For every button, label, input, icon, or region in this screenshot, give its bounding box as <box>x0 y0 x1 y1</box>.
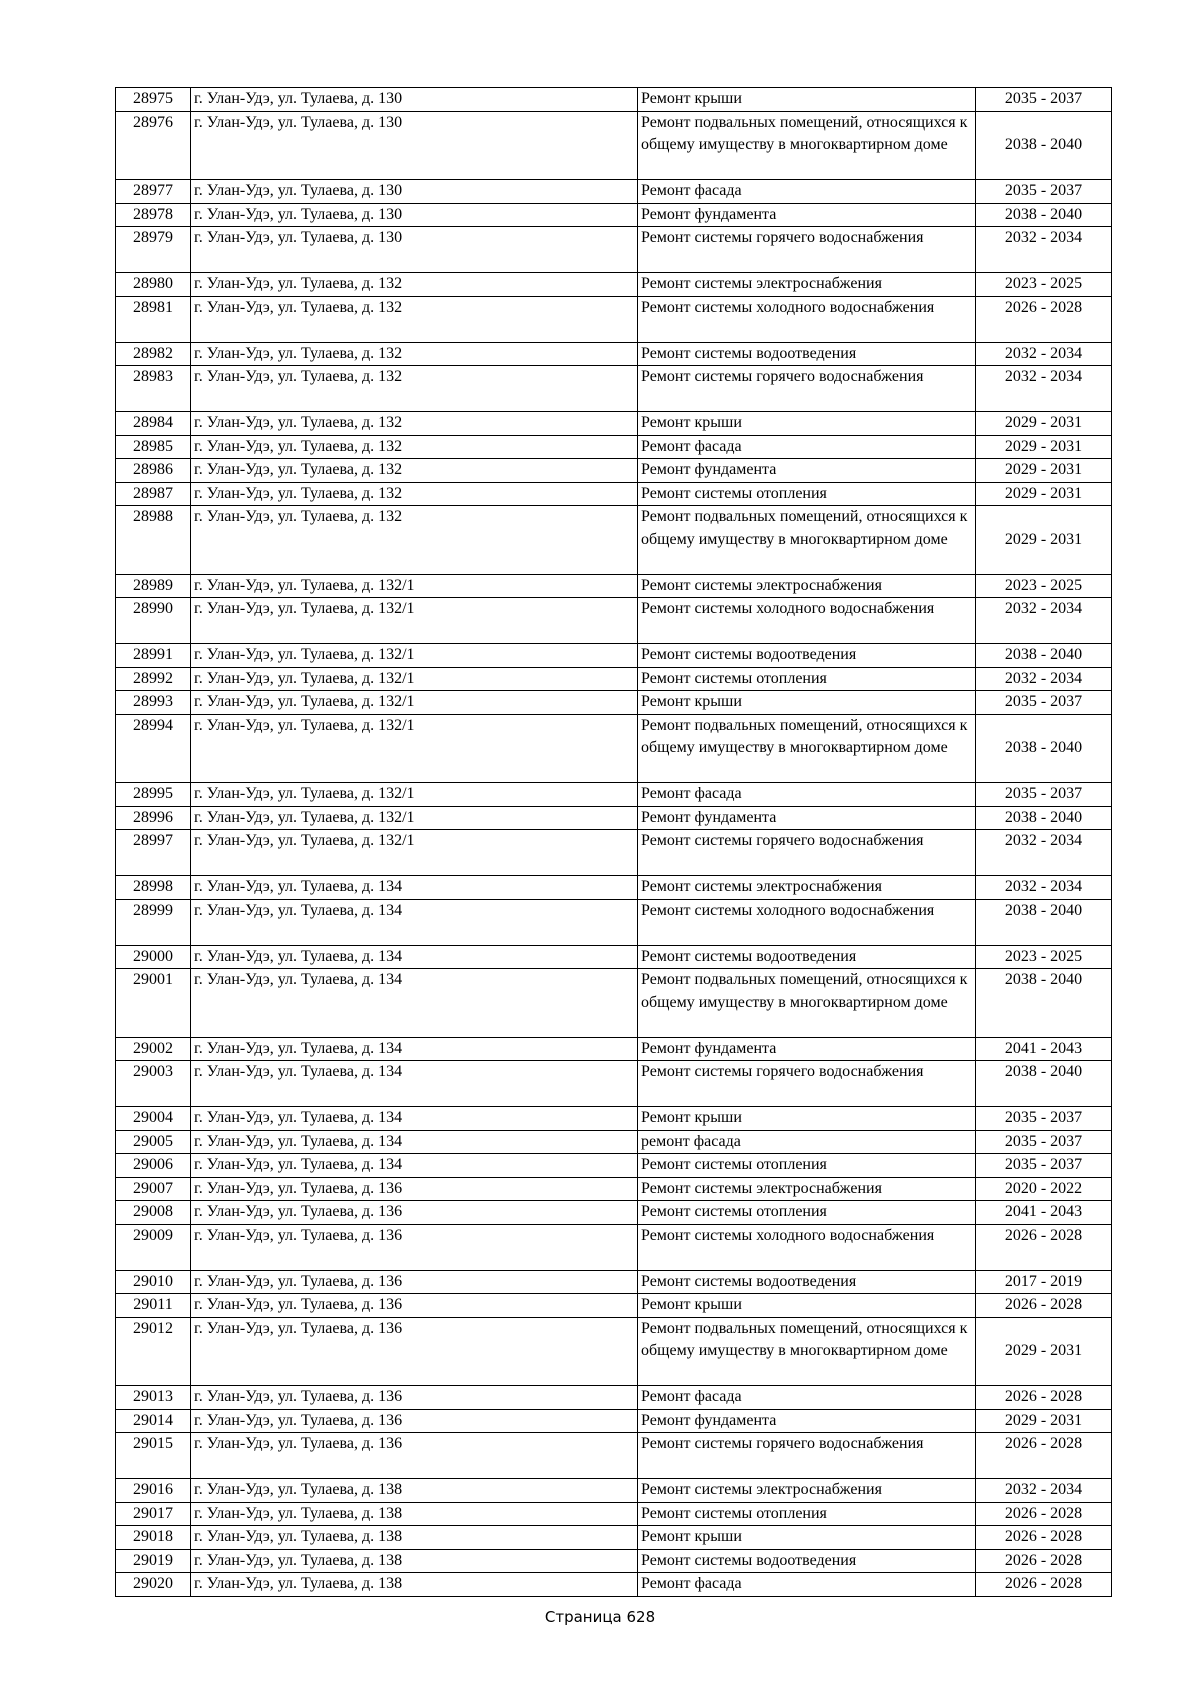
period-cell: 2026 - 2028 <box>976 1386 1112 1410</box>
table-row <box>116 1317 1112 1386</box>
table-row <box>116 342 1112 366</box>
period-cell: 2017 - 2019 <box>976 1270 1112 1294</box>
table-row <box>116 1409 1112 1433</box>
period-cell: 2029 - 2031 <box>976 482 1112 506</box>
address-cell: г. Улан-Удэ, ул. Тулаева, д. 138 <box>191 1502 638 1526</box>
table-row <box>116 899 1112 945</box>
address-cell: г. Улан-Удэ, ул. Тулаева, д. 138 <box>191 1549 638 1573</box>
period-cell: 2026 - 2028 <box>976 1224 1112 1270</box>
address-cell: г. Улан-Удэ, ул. Тулаева, д. 132 <box>191 506 638 575</box>
period-cell: 2038 - 2040 <box>976 1061 1112 1107</box>
address-cell: г. Улан-Удэ, ул. Тулаева, д. 132 <box>191 273 638 297</box>
table-row <box>116 1526 1112 1550</box>
period-cell: 2026 - 2028 <box>976 1294 1112 1318</box>
address-cell: г. Улан-Удэ, ул. Тулаева, д. 134 <box>191 899 638 945</box>
table-row <box>116 714 1112 783</box>
work-type-cell: Ремонт системы водоотведения <box>638 1270 976 1294</box>
row-number-cell: 29015 <box>116 1433 191 1479</box>
address-cell: г. Улан-Удэ, ул. Тулаева, д. 130 <box>191 111 638 180</box>
table-row <box>116 1154 1112 1178</box>
period-cell: 2026 - 2028 <box>976 1502 1112 1526</box>
row-number-cell: 28979 <box>116 227 191 273</box>
period-cell: 2038 - 2040 <box>976 111 1112 180</box>
row-number-cell: 29019 <box>116 1549 191 1573</box>
address-cell: г. Улан-Удэ, ул. Тулаева, д. 134 <box>191 1061 638 1107</box>
work-type-cell: Ремонт подвальных помещений, относящихся к общему имуществу в многоквартирном доме <box>638 1317 976 1386</box>
row-number-cell: 29020 <box>116 1573 191 1597</box>
row-number-cell: 29010 <box>116 1270 191 1294</box>
address-cell: г. Улан-Удэ, ул. Тулаева, д. 136 <box>191 1433 638 1479</box>
address-cell: г. Улан-Удэ, ул. Тулаева, д. 134 <box>191 1154 638 1178</box>
address-cell: г. Улан-Удэ, ул. Тулаева, д. 130 <box>191 88 638 112</box>
address-cell: г. Улан-Удэ, ул. Тулаева, д. 130 <box>191 227 638 273</box>
row-number-cell: 28989 <box>116 574 191 598</box>
period-cell: 2029 - 2031 <box>976 435 1112 459</box>
period-cell: 2029 - 2031 <box>976 412 1112 436</box>
period-cell: 2035 - 2037 <box>976 1154 1112 1178</box>
row-number-cell: 29013 <box>116 1386 191 1410</box>
table-row <box>116 598 1112 644</box>
row-number-cell: 28984 <box>116 412 191 436</box>
table-row <box>116 1130 1112 1154</box>
period-cell: 2038 - 2040 <box>976 203 1112 227</box>
table-row <box>116 1224 1112 1270</box>
table-row <box>116 180 1112 204</box>
work-type-cell: Ремонт системы водоотведения <box>638 342 976 366</box>
row-number-cell: 29005 <box>116 1130 191 1154</box>
address-cell: г. Улан-Удэ, ул. Тулаева, д. 132 <box>191 435 638 459</box>
table-row <box>116 296 1112 342</box>
work-type-cell: Ремонт подвальных помещений, относящихся к общему имуществу в многоквартирном доме <box>638 714 976 783</box>
work-type-cell: Ремонт подвальных помещений, относящихся к общему имуществу в многоквартирном доме <box>638 969 976 1038</box>
period-cell: 2032 - 2034 <box>976 830 1112 876</box>
address-cell: г. Улан-Удэ, ул. Тулаева, д. 132/1 <box>191 691 638 715</box>
table-row <box>116 203 1112 227</box>
period-cell: 2029 - 2031 <box>976 1317 1112 1386</box>
work-type-cell: Ремонт крыши <box>638 1107 976 1131</box>
period-cell: 2032 - 2034 <box>976 876 1112 900</box>
address-cell: г. Улан-Удэ, ул. Тулаева, д. 136 <box>191 1201 638 1225</box>
work-type-cell: Ремонт фундамента <box>638 1409 976 1433</box>
address-cell: г. Улан-Удэ, ул. Тулаева, д. 136 <box>191 1270 638 1294</box>
work-type-cell: Ремонт системы отопления <box>638 482 976 506</box>
address-cell: г. Улан-Удэ, ул. Тулаева, д. 132/1 <box>191 598 638 644</box>
address-cell: г. Улан-Удэ, ул. Тулаева, д. 138 <box>191 1479 638 1503</box>
work-type-cell: Ремонт системы электроснабжения <box>638 1479 976 1503</box>
row-number-cell: 29000 <box>116 945 191 969</box>
address-cell: г. Улан-Удэ, ул. Тулаева, д. 132 <box>191 366 638 412</box>
row-number-cell: 28977 <box>116 180 191 204</box>
address-cell: г. Улан-Удэ, ул. Тулаева, д. 134 <box>191 1130 638 1154</box>
period-cell: 2038 - 2040 <box>976 714 1112 783</box>
row-number-cell: 28987 <box>116 482 191 506</box>
address-cell: г. Улан-Удэ, ул. Тулаева, д. 132 <box>191 342 638 366</box>
table-row <box>116 1479 1112 1503</box>
address-cell: г. Улан-Удэ, ул. Тулаева, д. 134 <box>191 945 638 969</box>
work-type-cell: Ремонт системы горячего водоснабжения <box>638 1061 976 1107</box>
period-cell: 2029 - 2031 <box>976 459 1112 483</box>
row-number-cell: 29011 <box>116 1294 191 1318</box>
period-cell: 2023 - 2025 <box>976 574 1112 598</box>
period-cell: 2032 - 2034 <box>976 667 1112 691</box>
period-cell: 2041 - 2043 <box>976 1037 1112 1061</box>
address-cell: г. Улан-Удэ, ул. Тулаева, д. 132/1 <box>191 783 638 807</box>
work-type-cell: Ремонт фундамента <box>638 806 976 830</box>
table-row <box>116 1433 1112 1479</box>
repair-schedule-table-container <box>115 87 1111 1597</box>
period-cell: 2035 - 2037 <box>976 691 1112 715</box>
work-type-cell: Ремонт системы электроснабжения <box>638 876 976 900</box>
period-cell: 2032 - 2034 <box>976 342 1112 366</box>
table-row <box>116 273 1112 297</box>
period-cell: 2026 - 2028 <box>976 1433 1112 1479</box>
repair-schedule-table <box>115 87 1112 1597</box>
period-cell: 2026 - 2028 <box>976 1526 1112 1550</box>
table-row <box>116 366 1112 412</box>
table-row <box>116 644 1112 668</box>
row-number-cell: 28983 <box>116 366 191 412</box>
period-cell: 2023 - 2025 <box>976 273 1112 297</box>
table-row <box>116 876 1112 900</box>
row-number-cell: 28998 <box>116 876 191 900</box>
table-row <box>116 1061 1112 1107</box>
table-row <box>116 1037 1112 1061</box>
row-number-cell: 29004 <box>116 1107 191 1131</box>
period-cell: 2023 - 2025 <box>976 945 1112 969</box>
row-number-cell: 28994 <box>116 714 191 783</box>
table-row <box>116 1502 1112 1526</box>
row-number-cell: 29012 <box>116 1317 191 1386</box>
table-row <box>116 111 1112 180</box>
work-type-cell: Ремонт крыши <box>638 1294 976 1318</box>
address-cell: г. Улан-Удэ, ул. Тулаева, д. 136 <box>191 1177 638 1201</box>
table-row <box>116 482 1112 506</box>
table-row <box>116 969 1112 1038</box>
row-number-cell: 28997 <box>116 830 191 876</box>
address-cell: г. Улан-Удэ, ул. Тулаева, д. 132 <box>191 296 638 342</box>
table-row <box>116 1549 1112 1573</box>
address-cell: г. Улан-Удэ, ул. Тулаева, д. 136 <box>191 1409 638 1433</box>
row-number-cell: 28982 <box>116 342 191 366</box>
row-number-cell: 28981 <box>116 296 191 342</box>
work-type-cell: Ремонт фундамента <box>638 459 976 483</box>
table-row <box>116 1177 1112 1201</box>
work-type-cell: Ремонт системы холодного водоснабжения <box>638 296 976 342</box>
row-number-cell: 28980 <box>116 273 191 297</box>
address-cell: г. Улан-Удэ, ул. Тулаева, д. 134 <box>191 1037 638 1061</box>
table-row <box>116 667 1112 691</box>
work-type-cell: Ремонт крыши <box>638 691 976 715</box>
address-cell: г. Улан-Удэ, ул. Тулаева, д. 138 <box>191 1526 638 1550</box>
work-type-cell: Ремонт системы отопления <box>638 1154 976 1178</box>
row-number-cell: 28976 <box>116 111 191 180</box>
work-type-cell: Ремонт системы горячего водоснабжения <box>638 227 976 273</box>
table-row <box>116 506 1112 575</box>
work-type-cell: Ремонт системы горячего водоснабжения <box>638 1433 976 1479</box>
row-number-cell: 29017 <box>116 1502 191 1526</box>
table-row <box>116 459 1112 483</box>
work-type-cell: Ремонт системы водоотведения <box>638 945 976 969</box>
row-number-cell: 29001 <box>116 969 191 1038</box>
work-type-cell: Ремонт системы электроснабжения <box>638 273 976 297</box>
work-type-cell: Ремонт системы отопления <box>638 667 976 691</box>
table-body <box>116 88 1112 1597</box>
address-cell: г. Улан-Удэ, ул. Тулаева, д. 136 <box>191 1386 638 1410</box>
work-type-cell: Ремонт крыши <box>638 88 976 112</box>
table-row <box>116 412 1112 436</box>
work-type-cell: Ремонт крыши <box>638 1526 976 1550</box>
row-number-cell: 28999 <box>116 899 191 945</box>
row-number-cell: 28990 <box>116 598 191 644</box>
work-type-cell: Ремонт системы холодного водоснабжения <box>638 899 976 945</box>
work-type-cell: Ремонт системы водоотведения <box>638 644 976 668</box>
address-cell: г. Улан-Удэ, ул. Тулаева, д. 132/1 <box>191 667 638 691</box>
period-cell: 2038 - 2040 <box>976 806 1112 830</box>
table-row <box>116 1201 1112 1225</box>
row-number-cell: 28985 <box>116 435 191 459</box>
row-number-cell: 28978 <box>116 203 191 227</box>
row-number-cell: 29014 <box>116 1409 191 1433</box>
work-type-cell: Ремонт системы электроснабжения <box>638 1177 976 1201</box>
table-row <box>116 1386 1112 1410</box>
table-row <box>116 435 1112 459</box>
row-number-cell: 29018 <box>116 1526 191 1550</box>
work-type-cell: Ремонт фасада <box>638 1573 976 1597</box>
address-cell: г. Улан-Удэ, ул. Тулаева, д. 136 <box>191 1294 638 1318</box>
table-row <box>116 945 1112 969</box>
address-cell: г. Улан-Удэ, ул. Тулаева, д. 136 <box>191 1224 638 1270</box>
table-row <box>116 806 1112 830</box>
work-type-cell: Ремонт системы холодного водоснабжения <box>638 598 976 644</box>
period-cell: 2035 - 2037 <box>976 1107 1112 1131</box>
row-number-cell: 28995 <box>116 783 191 807</box>
row-number-cell: 28993 <box>116 691 191 715</box>
period-cell: 2032 - 2034 <box>976 598 1112 644</box>
row-number-cell: 29009 <box>116 1224 191 1270</box>
page-number: Страница 628 <box>544 1608 656 1626</box>
row-number-cell: 29006 <box>116 1154 191 1178</box>
period-cell: 2035 - 2037 <box>976 180 1112 204</box>
table-row <box>116 227 1112 273</box>
period-cell: 2026 - 2028 <box>976 1549 1112 1573</box>
address-cell: г. Улан-Удэ, ул. Тулаева, д. 132/1 <box>191 830 638 876</box>
address-cell: г. Улан-Удэ, ул. Тулаева, д. 130 <box>191 203 638 227</box>
address-cell: г. Улан-Удэ, ул. Тулаева, д. 132 <box>191 482 638 506</box>
row-number-cell: 28988 <box>116 506 191 575</box>
period-cell: 2026 - 2028 <box>976 1573 1112 1597</box>
work-type-cell: Ремонт подвальных помещений, относящихся к общему имуществу в многоквартирном доме <box>638 111 976 180</box>
table-row <box>116 1294 1112 1318</box>
work-type-cell: Ремонт фасада <box>638 435 976 459</box>
address-cell: г. Улан-Удэ, ул. Тулаева, д. 132/1 <box>191 714 638 783</box>
address-cell: г. Улан-Удэ, ул. Тулаева, д. 132 <box>191 412 638 436</box>
work-type-cell: Ремонт подвальных помещений, относящихся к общему имуществу в многоквартирном доме <box>638 506 976 575</box>
work-type-cell: Ремонт фасада <box>638 1386 976 1410</box>
address-cell: г. Улан-Удэ, ул. Тулаева, д. 132/1 <box>191 806 638 830</box>
address-cell: г. Улан-Удэ, ул. Тулаева, д. 130 <box>191 180 638 204</box>
row-number-cell: 28986 <box>116 459 191 483</box>
row-number-cell: 29003 <box>116 1061 191 1107</box>
work-type-cell: Ремонт системы электроснабжения <box>638 574 976 598</box>
period-cell: 2038 - 2040 <box>976 969 1112 1038</box>
work-type-cell: Ремонт фасада <box>638 783 976 807</box>
row-number-cell: 28992 <box>116 667 191 691</box>
period-cell: 2035 - 2037 <box>976 783 1112 807</box>
period-cell: 2032 - 2034 <box>976 227 1112 273</box>
period-cell: 2035 - 2037 <box>976 88 1112 112</box>
table-row <box>116 1270 1112 1294</box>
table-row <box>116 1107 1112 1131</box>
period-cell: 2020 - 2022 <box>976 1177 1112 1201</box>
address-cell: г. Улан-Удэ, ул. Тулаева, д. 132/1 <box>191 644 638 668</box>
table-row <box>116 691 1112 715</box>
work-type-cell: Ремонт фундамента <box>638 203 976 227</box>
work-type-cell: Ремонт системы холодного водоснабжения <box>638 1224 976 1270</box>
row-number-cell: 29008 <box>116 1201 191 1225</box>
period-cell: 2032 - 2034 <box>976 1479 1112 1503</box>
work-type-cell: Ремонт системы отопления <box>638 1502 976 1526</box>
work-type-cell: Ремонт системы горячего водоснабжения <box>638 830 976 876</box>
period-cell: 2038 - 2040 <box>976 644 1112 668</box>
address-cell: г. Улан-Удэ, ул. Тулаева, д. 138 <box>191 1573 638 1597</box>
period-cell: 2029 - 2031 <box>976 1409 1112 1433</box>
row-number-cell: 29016 <box>116 1479 191 1503</box>
period-cell: 2029 - 2031 <box>976 506 1112 575</box>
address-cell: г. Улан-Удэ, ул. Тулаева, д. 132/1 <box>191 574 638 598</box>
table-row <box>116 1573 1112 1597</box>
address-cell: г. Улан-Удэ, ул. Тулаева, д. 136 <box>191 1317 638 1386</box>
work-type-cell: Ремонт системы горячего водоснабжения <box>638 366 976 412</box>
work-type-cell: Ремонт фундамента <box>638 1037 976 1061</box>
period-cell: 2026 - 2028 <box>976 296 1112 342</box>
work-type-cell: Ремонт системы отопления <box>638 1201 976 1225</box>
period-cell: 2035 - 2037 <box>976 1130 1112 1154</box>
period-cell: 2038 - 2040 <box>976 899 1112 945</box>
table-row <box>116 574 1112 598</box>
row-number-cell: 28991 <box>116 644 191 668</box>
address-cell: г. Улан-Удэ, ул. Тулаева, д. 132 <box>191 459 638 483</box>
table-row <box>116 783 1112 807</box>
address-cell: г. Улан-Удэ, ул. Тулаева, д. 134 <box>191 1107 638 1131</box>
row-number-cell: 28975 <box>116 88 191 112</box>
work-type-cell: Ремонт системы водоотведения <box>638 1549 976 1573</box>
work-type-cell: Ремонт фасада <box>638 180 976 204</box>
row-number-cell: 29007 <box>116 1177 191 1201</box>
work-type-cell: Ремонт крыши <box>638 412 976 436</box>
row-number-cell: 28996 <box>116 806 191 830</box>
address-cell: г. Улан-Удэ, ул. Тулаева, д. 134 <box>191 969 638 1038</box>
row-number-cell: 29002 <box>116 1037 191 1061</box>
period-cell: 2032 - 2034 <box>976 366 1112 412</box>
address-cell: г. Улан-Удэ, ул. Тулаева, д. 134 <box>191 876 638 900</box>
work-type-cell: ремонт фасада <box>638 1130 976 1154</box>
period-cell: 2041 - 2043 <box>976 1201 1112 1225</box>
table-row <box>116 88 1112 112</box>
table-row <box>116 830 1112 876</box>
